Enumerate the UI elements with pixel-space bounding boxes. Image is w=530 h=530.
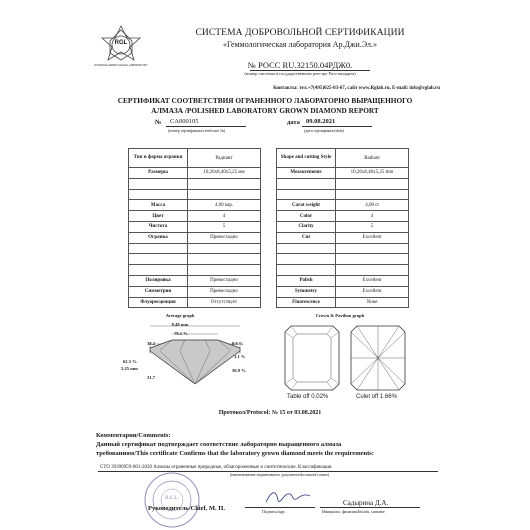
properties-table-ru xyxy=(128,148,261,308)
avg-pavilion-angle: 31.7 xyxy=(147,375,156,380)
table-row xyxy=(277,297,409,308)
cert-date-value: 09.08.2021 xyxy=(306,118,336,125)
table-row xyxy=(129,297,261,308)
system-title: СИСТЕМА ДОБРОВОЛЬНОЙ СЕРТИФИКАЦИИ xyxy=(195,28,405,38)
table-row xyxy=(129,149,261,168)
fluorescence-value-ru: Отсутствует xyxy=(188,297,261,308)
cert-number-label: № xyxy=(155,119,162,126)
report-title-line2: АЛМАЗА /POLISHED LABORATORY GROWN DIAMOND REPORT xyxy=(151,106,379,115)
fluorescence-value-en: None xyxy=(336,297,409,308)
cert-number-value: CA000105 xyxy=(170,118,199,125)
size-label-en: Measurements xyxy=(277,168,336,179)
pavilion-view-diagram xyxy=(349,324,407,392)
name-underline xyxy=(320,507,420,508)
table-row xyxy=(277,265,409,276)
name-note: Инициалы, фамилия/Initials, surname xyxy=(322,509,385,514)
logo-caption: RUSSIAN GEMOLOGICAL LABORATORY xyxy=(94,63,148,67)
table-row xyxy=(277,254,409,265)
cut-label-en: Cut xyxy=(277,232,336,243)
table-row xyxy=(129,243,261,254)
clarity-value-en: 5 xyxy=(336,221,409,232)
table-row xyxy=(277,243,409,254)
signatory-name: Садырина Д.А. xyxy=(343,499,389,507)
mass-label-en: Carat weight xyxy=(277,200,336,211)
standard-document: СТО 39300959-001-2020 Алмазы ограненные природные, облагороженные и синтетические. Классификация. xyxy=(100,465,333,470)
cert-date-label: дата xyxy=(287,119,300,126)
symmetry-value-ru: Превосходно xyxy=(188,286,261,297)
color-value-ru: 4 xyxy=(188,211,261,222)
lab-name: «Геммологическая лаборатория Ар.Джи.Эл.» xyxy=(223,40,377,49)
color-label-ru: Цвет xyxy=(129,211,188,222)
polish-value-en: Excellent xyxy=(336,275,409,286)
table-row xyxy=(129,265,261,276)
table-row xyxy=(129,200,261,211)
clarity-label-ru: Чистота xyxy=(129,221,188,232)
polish-label-en: Polish xyxy=(277,275,336,286)
cert-date-underline xyxy=(302,126,372,127)
shape-label-en: Shape and cutting Style xyxy=(277,149,336,168)
table-row xyxy=(277,168,409,179)
table-row xyxy=(129,168,261,179)
diamond-profile xyxy=(150,340,240,384)
shape-value-ru: Радиант xyxy=(188,149,261,168)
size-label-ru: Размеры xyxy=(129,168,188,179)
table-row xyxy=(129,286,261,297)
shape-value-en: Radiant xyxy=(336,149,409,168)
stamp-text: R.G.L. xyxy=(165,496,179,501)
table-row xyxy=(129,189,261,200)
comments-heading: Комментарии/Comments: xyxy=(96,432,171,439)
comments-body-2: требованиям/This certificate Confirms that the laboratory grown diamond meets the requirements: xyxy=(96,450,374,457)
avg-total-depth-pct: 62.5 % xyxy=(123,359,137,364)
avg-girdle-pct: 3.1 % xyxy=(234,354,246,359)
clarity-label-en: Clarity xyxy=(277,221,336,232)
avg-crown-angle: 38.2 xyxy=(147,341,156,346)
signature-scribble xyxy=(262,486,312,508)
symmetry-value-en: Excellent xyxy=(336,286,409,297)
table-off-label: Table off 0.02% xyxy=(287,394,329,400)
fluorescence-label-en: Fluorescence xyxy=(277,297,336,308)
crown-pavilion-title: Crown & Pavilion graph xyxy=(315,313,365,318)
chief-role: Руководитель/Chief, М. П. xyxy=(148,505,225,512)
signature-underline xyxy=(245,507,315,508)
report-title-line1: СЕРТИФИКАТ СООТВЕТСТВИЯ ОГРАНЕННОГО ЛАБОРАТОРНО ВЫРАЩЕННОГО xyxy=(117,96,413,105)
color-value-en: 4 xyxy=(336,211,409,222)
avg-width: 8.40 mm xyxy=(171,322,189,327)
logo-text: RGL xyxy=(114,40,128,46)
table-row xyxy=(277,211,409,222)
mass-value-en: 4,00 ct xyxy=(336,200,409,211)
polish-value-ru: Превосходно xyxy=(188,275,261,286)
registration-note: (номер системы в государственном реестре Росстандарта) xyxy=(244,71,356,76)
polish-label-ru: Полировка xyxy=(129,275,188,286)
culet-off-label: Culet off 1.66% xyxy=(356,394,397,400)
cut-value-en: Excellent xyxy=(336,232,409,243)
table-row xyxy=(277,149,409,168)
color-label-en: Color xyxy=(277,211,336,222)
mass-value-ru: 4,00 кар. xyxy=(188,200,261,211)
cut-label-ru: Огранка xyxy=(129,232,188,243)
rgl-logo xyxy=(96,22,146,74)
comments-body-1: Данный сертификат подтверждает соответствие лабораторно выращенного алмаза xyxy=(96,441,342,448)
shape-label-ru: Тип и форма огранки xyxy=(129,149,188,168)
cert-number-note: (номер сертификата/certificate №) xyxy=(168,128,226,133)
mass-label-ru: Масса xyxy=(129,200,188,211)
symmetry-label-ru: Симметрия xyxy=(129,286,188,297)
table-row xyxy=(129,232,261,243)
cut-value-ru: Превосходно xyxy=(188,232,261,243)
table-row xyxy=(277,178,409,189)
signature-note: Подпись/sign xyxy=(262,509,285,514)
table-row xyxy=(277,189,409,200)
symmetry-label-en: Symmetry xyxy=(277,286,336,297)
cert-number-underline xyxy=(166,126,246,127)
average-graph-title: Average graph xyxy=(165,313,195,318)
contacts: Контакты: тел.+7(495)025-03-67, сайт www.Rglab.ru, E-mail: info@rglab.ru xyxy=(273,86,440,91)
properties-table-en xyxy=(276,148,409,308)
size-value-en: 10,26х8,40х5,25 mm xyxy=(336,168,409,179)
table-row xyxy=(129,211,261,222)
table-row xyxy=(277,232,409,243)
table-row xyxy=(277,286,409,297)
standard-note: (наименование нормативного документа/document's name) xyxy=(230,472,330,477)
protocol: Протокол/Protocol: № 15 от 03.08.2021 xyxy=(218,410,322,416)
avg-table-pct: 70.1 % xyxy=(174,331,188,336)
table-row xyxy=(129,254,261,265)
table-row xyxy=(277,200,409,211)
avg-crown-pct: 8.6 % xyxy=(232,341,244,346)
fluorescence-label-ru: Флуоресценция xyxy=(129,297,188,308)
avg-pavilion-pct: 50.9 % xyxy=(232,368,246,373)
crown-view-diagram xyxy=(283,324,341,392)
clarity-value-ru: 5 xyxy=(188,221,261,232)
table-row xyxy=(277,221,409,232)
table-row xyxy=(277,275,409,286)
table-row xyxy=(129,178,261,189)
table-row xyxy=(129,221,261,232)
cert-date-note: (дата сертификата/date) xyxy=(304,128,345,133)
size-value-ru: 10,26х8,40х5,25 мм xyxy=(188,168,261,179)
registration-number: № РОСС RU.З2150.04РДЖ0. xyxy=(247,60,353,70)
avg-total-depth-mm: 5.25 mm xyxy=(121,366,138,371)
table-row xyxy=(129,275,261,286)
